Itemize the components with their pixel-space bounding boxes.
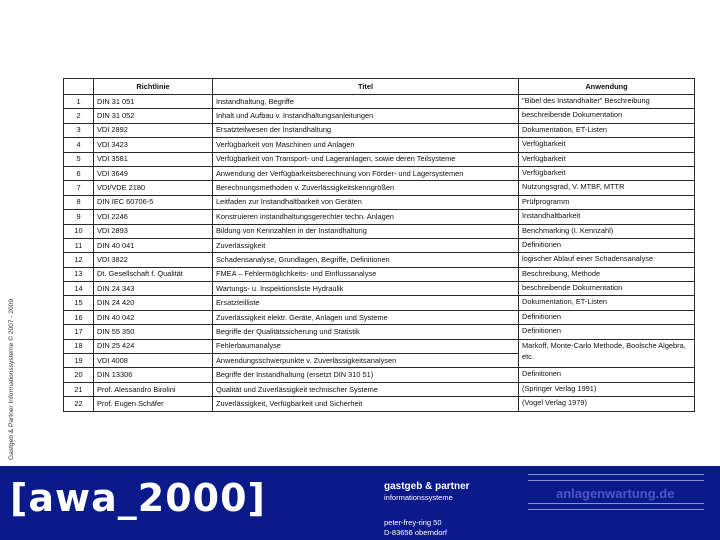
table-row [64, 253, 695, 267]
divider-line [528, 509, 704, 510]
table-row [64, 181, 695, 195]
table-row [64, 267, 695, 281]
copyright-note: Gastgeb & Partner Informationssysteme © 2007 - 2009 [8, 299, 15, 460]
title-cell: Inhalt und Aufbau v. Instandhaltungsanleitungen [213, 109, 519, 123]
application-cell: Nutzungsgrad, V. MTBF, MTTR [519, 181, 695, 195]
guideline-cell: Prof. Eugen Schäfer [94, 397, 213, 411]
guideline-cell: VDI 3649 [94, 166, 213, 180]
table-row [64, 95, 695, 109]
application-cell: Verfügbarkeit [519, 138, 695, 152]
guideline-cell: Dt. Gesellschaft f. Qualität [94, 267, 213, 281]
guideline-cell: DIN 40 041 [94, 238, 213, 252]
application-cell: Prüfprogramm [519, 195, 695, 209]
title-cell: Anwendungsschwerpunkte v. Zuverlässigkeitsanalysen [213, 354, 519, 368]
row-number: 4 [64, 138, 94, 152]
application-cell: Verfügbarkeit [519, 166, 695, 180]
guideline-cell: DIN 24 343 [94, 282, 213, 296]
guideline-cell: DIN IEC 60706-5 [94, 195, 213, 209]
title-cell: Berechnungsmethoden v. Zuverlässigkeitskenngrößen [213, 181, 519, 195]
company-info [384, 481, 470, 538]
guideline-cell: VDI 2246 [94, 210, 213, 224]
application-cell: "Bibel des Instandhalter" Beschreibung [519, 95, 695, 109]
row-number: 5 [64, 152, 94, 166]
row-number: 11 [64, 238, 94, 252]
row-number: 17 [64, 325, 94, 339]
row-number: 16 [64, 310, 94, 324]
application-cell: Definitionen [519, 368, 695, 382]
title-cell: Wartungs- u. Inspektionsliste Hydraulik [213, 282, 519, 296]
column-header-title: Titel [213, 79, 519, 95]
table-row [64, 152, 695, 166]
title-cell: Bildung von Kennzahlen in der Instandhaltung [213, 224, 519, 238]
application-cell: (Springer Verlag 1991) [519, 382, 695, 396]
row-number: 14 [64, 282, 94, 296]
application-cell: Definitionen [519, 238, 695, 252]
table-row [64, 138, 695, 152]
standards-table [63, 78, 695, 412]
title-cell: Verfügbarkeit von Maschinen und Anlagen [213, 138, 519, 152]
table-row [64, 238, 695, 252]
application-cell: Definitionen [519, 310, 695, 324]
row-number: 20 [64, 368, 94, 382]
application-cell: Dokumentation, ET-Listen [519, 123, 695, 137]
title-cell: Konstruieren instandhaltungsgerechter techn. Anlagen [213, 210, 519, 224]
footer-banner [0, 466, 720, 540]
guideline-cell: VDI 2892 [94, 123, 213, 137]
application-cell: beschreibende Dokumentation [519, 282, 695, 296]
guideline-cell: Prof. Alessandro Birolini [94, 382, 213, 396]
row-number: 21 [64, 382, 94, 396]
title-cell: Zuverlässigkeit, Verfügbarkeit und Sicherheit [213, 397, 519, 411]
application-cell: Verfügbarkeit [519, 152, 695, 166]
guideline-cell: DIN 31 051 [94, 95, 213, 109]
row-number: 6 [64, 166, 94, 180]
row-number: 7 [64, 181, 94, 195]
company-subtitle: informationssysteme [384, 493, 453, 502]
application-cell: (Vogel Verlag 1979) [519, 397, 695, 411]
divider-line [528, 474, 704, 475]
guideline-cell: DIN 55 350 [94, 325, 213, 339]
application-cell: Definitionen [519, 325, 695, 339]
guideline-cell: VDI/VDE 2180 [94, 181, 213, 195]
row-number: 18 [64, 339, 94, 353]
title-cell: Begriffe der Instandhaltung (ersetzt DIN 310 51) [213, 368, 519, 382]
table-row [64, 325, 695, 339]
column-header-application: Anwendung [519, 79, 695, 95]
table-row [64, 397, 695, 411]
guideline-cell: DIN 24 420 [94, 296, 213, 310]
row-number: 13 [64, 267, 94, 281]
row-number: 9 [64, 210, 94, 224]
table-row [64, 195, 695, 209]
row-number: 19 [64, 354, 94, 368]
table-row [64, 123, 695, 137]
table-row [64, 210, 695, 224]
table-row [64, 368, 695, 382]
title-cell: Instandhaltung, Begriffe [213, 95, 519, 109]
guideline-cell: VDI 3822 [94, 253, 213, 267]
title-cell: Begriffe der Qualitätssicherung und Statistik [213, 325, 519, 339]
company-name: gastgeb & partner [384, 481, 470, 492]
table-row [64, 310, 695, 324]
guideline-cell: DIN 25 424 [94, 339, 213, 353]
title-cell: FMEA – Fehlermöglichkeits- und Einflussanalyse [213, 267, 519, 281]
address-street: peter-frey-ring 50 [384, 518, 442, 527]
title-cell: Zuverlässigkeit [213, 238, 519, 252]
guideline-cell: DIN 13306 [94, 368, 213, 382]
guideline-cell: VDI 4008 [94, 354, 213, 368]
title-cell: Ersatzteilwesen der Instandhaltung [213, 123, 519, 137]
table-row [64, 296, 695, 310]
title-cell: Qualität und Zuverlässigkeit technischer Systeme [213, 382, 519, 396]
column-header-number [64, 79, 94, 95]
row-number: 1 [64, 95, 94, 109]
application-cell: Benchmarking (I. Kennzahl) [519, 224, 695, 238]
guideline-cell: VDI 3581 [94, 152, 213, 166]
divider-line [528, 480, 704, 481]
application-cell: logischer Ablauf einer Schadensanalyse [519, 253, 695, 267]
guideline-cell: DIN 40 042 [94, 310, 213, 324]
address-city: D-83656 oberndorf [384, 528, 447, 537]
application-cell: Beschreibung, Methode [519, 267, 695, 281]
title-cell: Schadensanalyse, Grundlagen, Begriffe, Definitionen [213, 253, 519, 267]
title-cell: Leitfaden zur Instandhaltbarkeit von Geräten [213, 195, 519, 209]
guideline-cell: VDI 3423 [94, 138, 213, 152]
application-cell: Dokumentation, ET-Listen [519, 296, 695, 310]
table-row [64, 382, 695, 396]
company-address [384, 518, 470, 538]
application-cell: beschreibende Dokumentation [519, 109, 695, 123]
table-row [64, 109, 695, 123]
row-number: 12 [64, 253, 94, 267]
divider-line [528, 503, 704, 504]
title-cell: Anwendung der Verfügbarkeitsberechnung von Förder- und Lagersystemen [213, 166, 519, 180]
table-row [64, 339, 695, 353]
row-number: 8 [64, 195, 94, 209]
title-cell: Ersatzteilliste [213, 296, 519, 310]
application-cell: Markoff, Monte-Carlo Methode, Boolsche Algebra, etc. [519, 339, 695, 368]
column-header-guideline: Richtlinie [94, 79, 213, 95]
guideline-cell: VDI 2893 [94, 224, 213, 238]
row-number: 22 [64, 397, 94, 411]
row-number: 2 [64, 109, 94, 123]
table-row [64, 282, 695, 296]
table-row [64, 166, 695, 180]
row-number: 10 [64, 224, 94, 238]
table-row [64, 224, 695, 238]
application-cell: Instandhaltbarkeit [519, 210, 695, 224]
title-cell: Verfügbarkeit von Transport- und Lageranlagen, sowie deren Teilsysteme [213, 152, 519, 166]
row-number: 15 [64, 296, 94, 310]
title-cell: Zuverlässigkeit elektr. Geräte, Anlagen und Systeme [213, 310, 519, 324]
website-link[interactable]: anlagenwartung.de [556, 486, 675, 501]
title-cell: Fehlerbaumanalyse [213, 339, 519, 353]
row-number: 3 [64, 123, 94, 137]
brand-logo-text: [awa_2000] [10, 476, 266, 520]
table-header-row [64, 79, 695, 95]
guideline-cell: DIN 31 052 [94, 109, 213, 123]
